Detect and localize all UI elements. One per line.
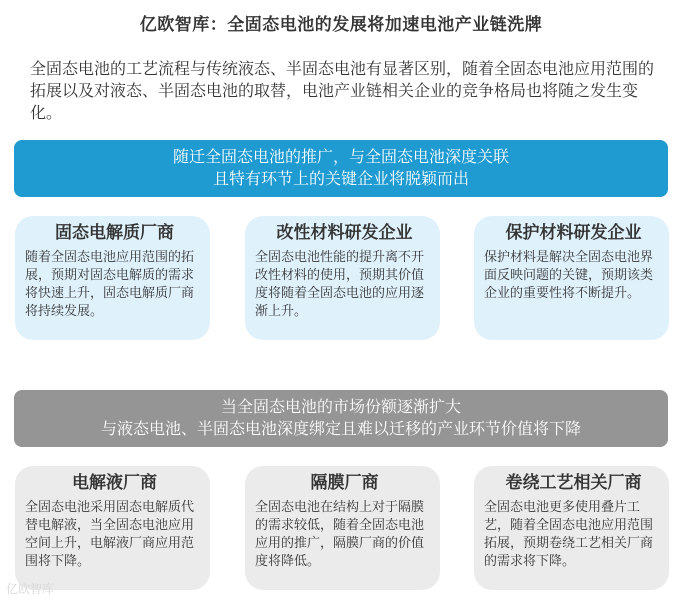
card-title: 保护材料研发企业 [505, 223, 642, 243]
card-body: 随着全固态电池应用范围的拓展，预期对固态电解质的需求将快速上升，固态电解质厂商将持续发展。 [25, 250, 195, 319]
banner-line: 且特有环节上的关键企业将脱颖而出 [212, 169, 469, 188]
page-title: 亿欧智库：全固态电池的发展将加速电池产业链洗牌 [139, 15, 543, 35]
banner-line: 当全固态电池的市场份额逐渐扩大 [220, 397, 461, 416]
card-title: 固态电解质厂商 [55, 223, 174, 243]
banner-line: 随迁全固态电池的推广，与全固态电池深度关联 [172, 147, 509, 166]
card-body: 保护材料是解决全固态电池界面反映问题的关键，预期该类企业的重要性将不断提升。 [484, 250, 654, 301]
card-title: 卷绕工艺相关厂商 [505, 473, 642, 493]
rising-segments-banner [14, 140, 668, 197]
card-protective-material-developers [474, 216, 669, 340]
intro-paragraph: 全固态电池的工艺流程与传统液态、半固态电池有显著区别，随着全固态电池应用范围的拓展以及对液态、半固态电池的取替，电池产业链相关企业的竞争格局也将随之发生变化。 [30, 59, 655, 122]
card-electrolyte-makers [15, 466, 210, 590]
card-title: 改性材料研发企业 [276, 223, 413, 243]
card-winding-process-makers [474, 466, 669, 590]
card-body: 全固态电池在结构上对于隔膜的需求较低，随着全固态电池应用的推广，隔膜厂商的价值度将降低。 [255, 500, 425, 569]
banner-line: 与液态电池、半固态电池深度绑定且难以迁移的产业环节价值将下降 [100, 419, 581, 438]
card-modified-material-developers [245, 216, 440, 340]
declining-segments-banner [14, 390, 668, 447]
watermark: 亿欧智库 [6, 582, 55, 596]
card-title: 电解液厂商 [72, 473, 157, 493]
card-solid-electrolyte-makers [15, 216, 210, 340]
card-body: 全固态电池更多使用叠片工艺，随着全固态电池应用范围拓展，预期卷绕工艺相关厂商的需求将下降。 [484, 500, 654, 569]
card-body: 全固态电池性能的提升离不开改性材料的使用，预期其价值度将随着全固态电池的应用逐渐上升。 [255, 250, 425, 319]
card-separator-makers [245, 466, 440, 590]
card-body: 全固态电池采用固态电解质代替电解液，当全固态电池应用空间上升，电解液厂商应用范围将下降。 [25, 500, 195, 569]
card-title: 隔膜厂商 [310, 473, 379, 493]
